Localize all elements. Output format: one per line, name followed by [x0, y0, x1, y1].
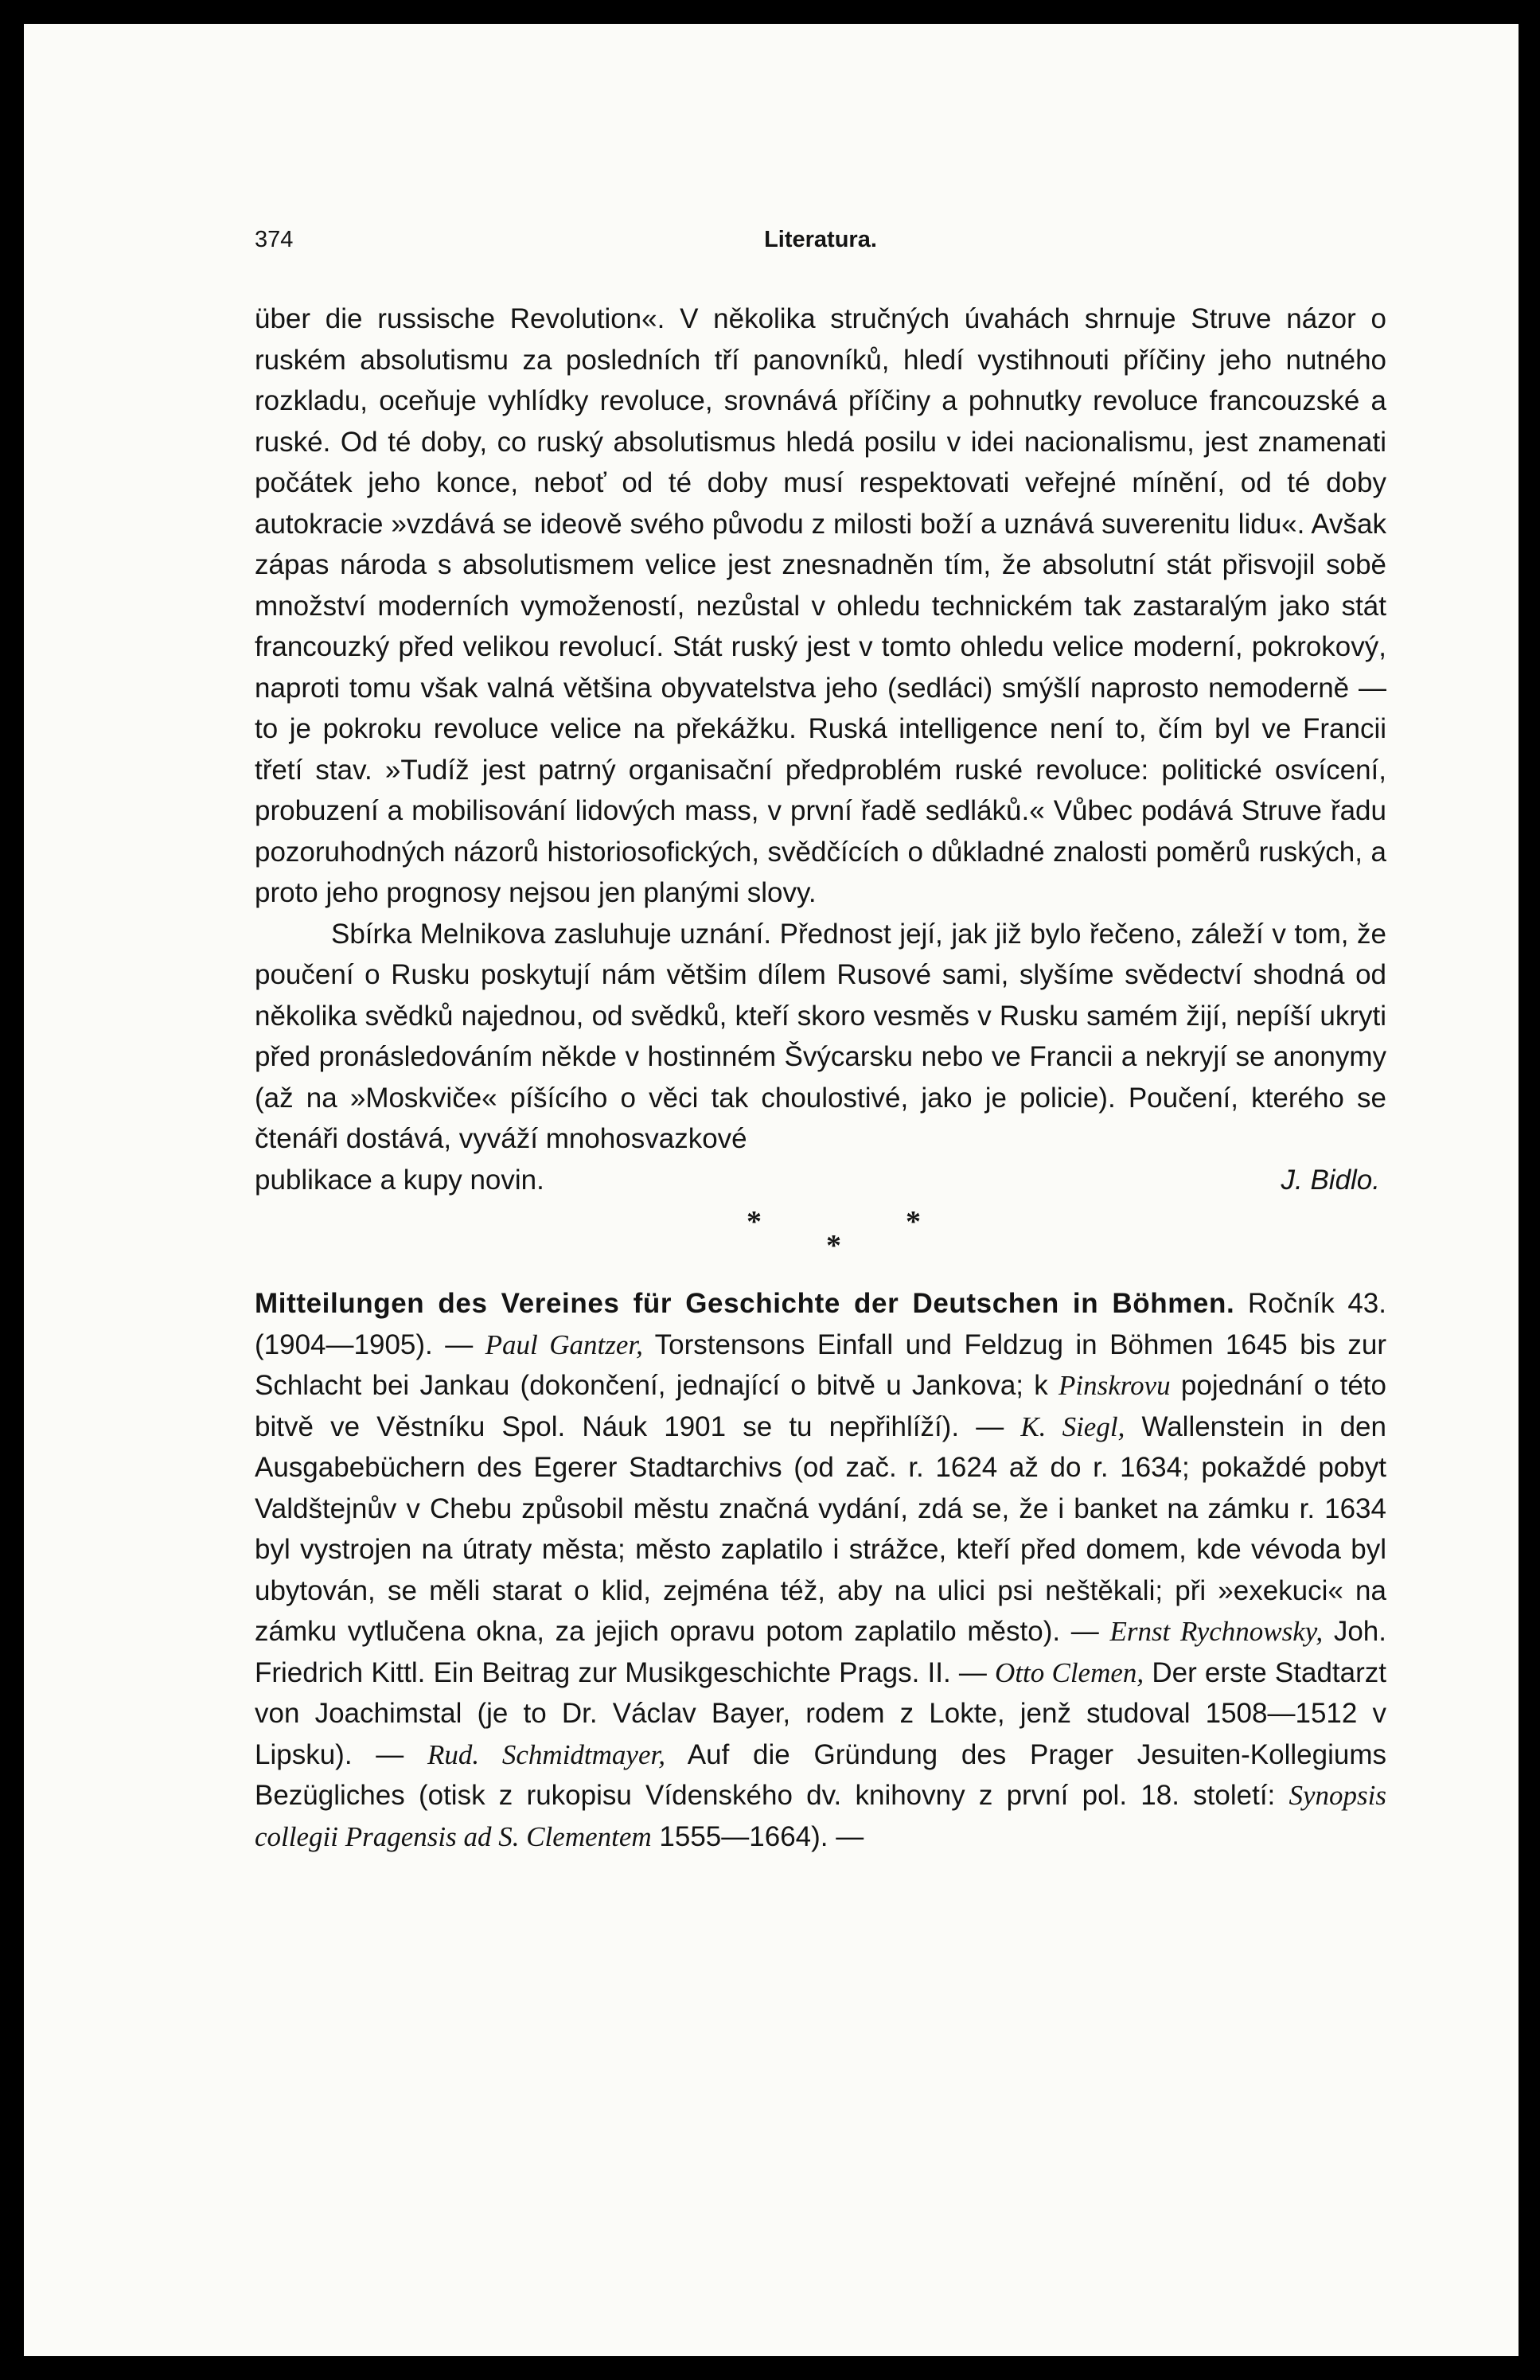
page-number: 374: [255, 227, 294, 252]
periodical-title: Mitteilungen des Vereines für Geschichte der Deutschen in Böhmen.: [255, 1288, 1235, 1319]
author-name: K. Siegl,: [1020, 1410, 1125, 1442]
author-name: Paul Gantzer,: [485, 1329, 643, 1360]
book-page: [24, 24, 1519, 2356]
reviewer-signature: J. Bidlo.: [1281, 1164, 1380, 1196]
entry-text: 1555—1664). —: [651, 1820, 864, 1852]
entry-text: Auf die Gründung des Prager Jesuiten-Kollegiums Bezügliches (otisk z rukopisu Vídenského dv. knihovny z první pol. 18. století:: [255, 1738, 1386, 1811]
review-paragraph-1: über die russische Revolution«. V několika stručných úvahách shrnuje Struve názor o ruském absolutismu za posledních tří panovníků, hledí vystihnouti příčiny jeho nutného rozkladu, oceňuje vyhlídky revoluce, srovnává příčiny a pohnutky revoluce francouzské a ruské. Od té doby, co ruský absolutismus hledá posilu v idei nacionalismu, jest znamenati počátek jeho konce, neboť od té doby musí respektovati veřejné mínění, od té doby autokracie »vzdává se ideově svého původu z milosti boží a uznává suverenitu lidu«. Avšak zápas národa s absolutismem velice jest znesnadněn tím, že absolutní stát přisvojil sobě množství moderních vymožeností, nezůstal v ohledu technickém tak zastaralým jako stát francouzký před velikou revolucí. Stát ruský jest v tomto ohledu velice moderní, pokrokový, naproti tomu však valná většina obyvatelstva jeho (sedláci) smýšlí naprosto nemoderně — to je pokroku revoluce velice na překážku. Ruská intelligence není to, čím byl ve Francii třetí stav. »Tudíž jest patrný organisační předproblém ruské revoluce: politické osvícení, probuzení a mobilisování lidových mass, v první řadě sedláků.« Vůbec podává Struve řadu pozoruhodných názorů historiosofických, svědčících o důkladné znalosti poměrů ruských, a proto jeho prognosy nejsou jen planými slovy.: [255, 303, 1386, 908]
section-separator: [255, 1200, 1386, 1274]
asterisk-mark: *: [906, 1205, 921, 1239]
entry-text: Ročník 43. (1904—1905). —: [255, 1288, 1386, 1360]
entry-text: pojednání o této bitvě ve Věstníku Spol. Náuk 1901 se tu nepřihlíží). —: [255, 1370, 1386, 1442]
work-title: Synopsis collegii Pragensis ad S. Clementem: [255, 1780, 1386, 1852]
page-content: [255, 227, 1386, 1857]
periodical-entry: [255, 1283, 1386, 1857]
author-name: Rud. Schmidtmayer,: [427, 1738, 665, 1770]
author-name: Ernst Rychnowsky,: [1109, 1616, 1324, 1647]
author-name: Otto Clemen,: [995, 1656, 1144, 1688]
page-header: [255, 227, 1386, 275]
review-paragraph-2: Sbírka Melnikova zasluhuje uznání. Přednost její, jak již bylo řečeno, záleží v tom, že poučení o Rusku poskytují nám většim dílem Rusové sami, slyšíme svědectví shodná od několika svědků najednou, od svědků, kteří skoro vesměs v Rusku samém žijí, nepíší ukryti před pronásledováním někde v hostinném Švýcarsku nebo ve Francii a nekryjí se anonymy (až na »Moskviče« píšícího o věci tak choulostivé, jako je policie). Poučení, kterého se čtenáři dostává, vyváží mnohosvazkové: [255, 918, 1386, 1154]
review-closing-text: publikace a kupy novin.: [255, 1164, 544, 1196]
asterisk-mark: *: [826, 1229, 841, 1262]
review-section: [255, 298, 1386, 1200]
periodical-section: [255, 1283, 1386, 1857]
running-title: Literatura.: [764, 227, 877, 252]
review-closing-line: [255, 1160, 1386, 1201]
author-name: Pinskrovu: [1059, 1370, 1171, 1401]
entry-text: Joh. Friedrich Kittl. Ein Beitrag zur Musikgeschichte Prags. II. —: [255, 1616, 1386, 1688]
asterisk-mark: *: [747, 1205, 762, 1239]
entry-text: Torstensons Einfall und Feldzug in Böhmen 1645 bis zur Schlacht bei Jankau (dokončení, jednající o bitvě u Jankova; k: [255, 1329, 1386, 1401]
entry-text: Der erste Stadtarzt von Joachimstal (je to Dr. Václav Bayer, rodem z Lokte, jenž studoval 1508—1512 v Lipsku). —: [255, 1656, 1386, 1770]
entry-text: Wallenstein in den Ausgabebüchern des Egerer Stadtarchivs (od zač. r. 1624 až do r. 1634; pokaždé pobyt Valdštejnův v Chebu způsobil městu značná vydání, zdá se, že i banket na zámku r. 1634 byl vystrojen na útraty města; město zaplatilo i strážce, kteří před domem, kde vévoda byl ubytován, se měli starat o klid, zejména též, aby na ulici psi neštěkali; při »exekuci« na zámku vytlučena okna, za jejich opravu potom zaplatilo město). —: [255, 1410, 1386, 1647]
